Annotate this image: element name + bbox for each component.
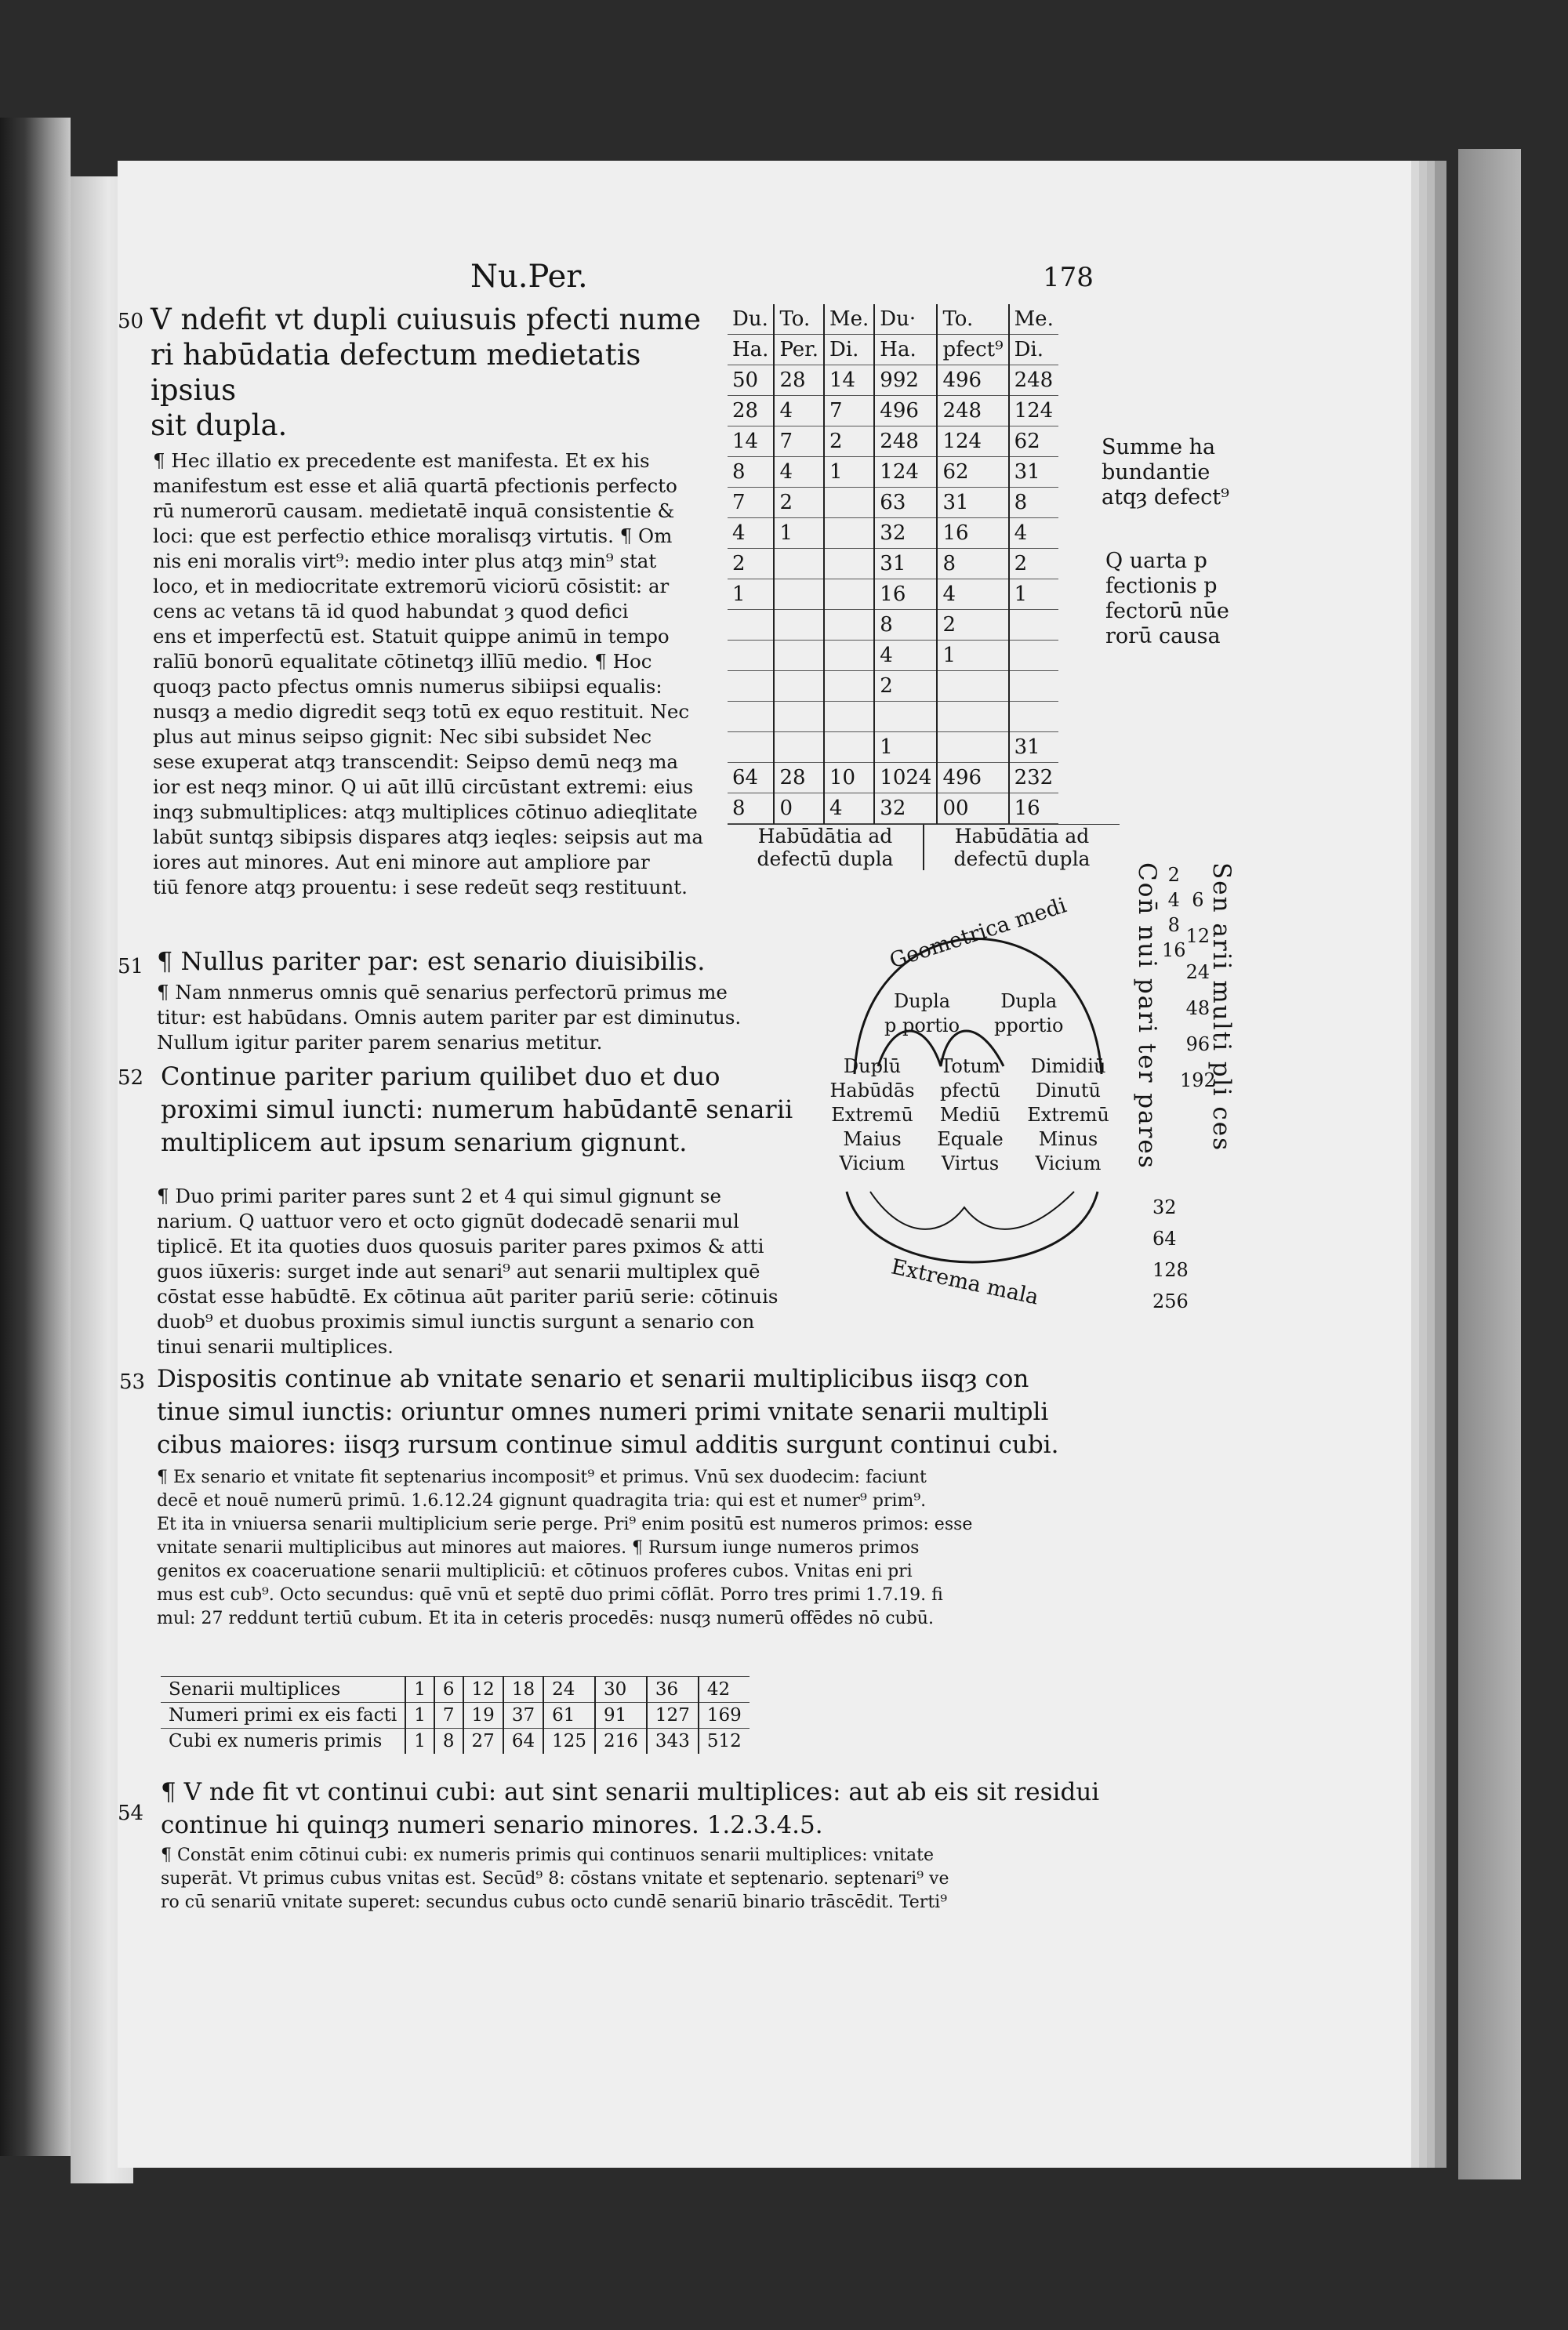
commentary-text: ¶ Duo primi pariter pares sunt 2 et 4 qui simul gignunt se narium. Q uattuor vero et octo gignūt dodecadē senarii mul tiplicē. Et ita quoties duos quosuis pariter pares pximos & atti guos iūxeris: surget inde aut senari⁹ aut senarii multiplex quē cōstat esse habūdtē. Ex cōtinua aūt pariter pariū serie: cōtinuis duob⁹ et duobus proximis simul iunctis surgunt a senario con tinui senarii multiplices. <box>157 1185 779 1358</box>
table-cell: 4 <box>774 457 824 488</box>
table-cell: 14 <box>824 365 874 396</box>
table-cell: 8 <box>1009 488 1058 518</box>
vertical-note-pariter: Con̄ nui pari ter pares <box>1133 862 1161 1170</box>
table-footer: Habūdātia ad defectū dupla Habūdātia ad defectū dupla <box>728 824 1120 870</box>
vertical-note-senarii: Sen arii multi pli ces <box>1207 862 1236 1152</box>
table-cell <box>728 610 774 641</box>
table-cell: 7 <box>728 488 774 518</box>
table-cell <box>774 579 824 610</box>
table-cell: 0 <box>774 793 824 824</box>
table-cell <box>824 702 874 732</box>
table-row <box>728 610 1058 641</box>
table-row <box>728 732 1058 763</box>
number-column-pariter: 2 4 8 16 <box>1162 864 1186 961</box>
diagram-label-left: Dupla p portio <box>884 990 960 1036</box>
table-cell: 16 <box>937 518 1008 549</box>
table-cell: 63 <box>874 488 937 518</box>
running-title: Nu.Per. <box>470 259 588 295</box>
table-cell <box>824 610 874 641</box>
table-cell <box>937 671 1008 702</box>
table-cell: 496 <box>937 365 1008 396</box>
table-cell: 4 <box>874 641 937 671</box>
table-cell: 32 <box>874 518 937 549</box>
page-number: 178 <box>1043 262 1094 293</box>
cubes-table <box>161 1676 750 1754</box>
section-number: 50 <box>118 310 144 333</box>
table-cell: 4 <box>937 579 1008 610</box>
table-cell: 14 <box>728 426 774 457</box>
book-board <box>1458 149 1521 2179</box>
table-row <box>728 426 1058 457</box>
table-cell: 1 <box>1009 579 1058 610</box>
commentary-text: ¶ Hec illatio ex precedente est manifesta. Et ex his manifestum est esse et aliā quartā pfectionis perfecto rū numerorū causam. medietatē inquā consistentie & loci: que est perfectio ethice moralisqȝ virtutis. ¶ Om nis eni moralis virt⁹: medio inter plus atqȝ min⁹ stat loco, et in mediocritate extremorū viciorū cōsistit: ar cens ac vetans tā id quod habundat ȝ quod defici ens et imperfectū est. Statuit quippe animū in tempo ralīū bonorū equalitate cōtinetqȝ illīū medio. ¶ Hoc quoqȝ pacto pfectus omnis numerus sibiipsi equalis: nusqȝ a medio digredit seqȝ totū ex equo restituit. Nec plus aut minus seipso gignit: Nec sibi subsidet Nec sese exuperat atqȝ transcendit: Seipso demū neqȝ ma ior est neqȝ minor. Q ui aūt illū circūstant extremi: eius inqȝ submultiplices: atqȝ multiplices cōtinuo adieqlitate labūt suntqȝ sibipsis dispares atqȝ ieqles: seipsis aut ma iores aut minores. Aut eni minore aut ampliore par tiū fenore atqȝ prouentu: i sese redeūt seqȝ restituunt. <box>153 449 703 898</box>
table-cell: 2 <box>874 671 937 702</box>
number-column-senarii: 6 12 24 48 96 192 <box>1180 889 1216 1091</box>
table-cell: 1 <box>824 457 874 488</box>
table-cell: 8 <box>728 793 774 824</box>
table-cell: 248 <box>1009 365 1058 396</box>
table-cell <box>1009 702 1058 732</box>
section-heading: Dispositis continue ab vnitate senario et senarii multiplicibus iisqȝ con tinue simul iunctis: oriuntur omnes numeri primi vnitate senarii multipli cibus maiores: iisqȝ rursum continue simul additis surgunt continui cubi. <box>157 1365 1059 1459</box>
table-cell <box>824 549 874 579</box>
side-note-summa: Summe ha bundantie atqȝ defect⁹ <box>1102 435 1229 510</box>
table-cell: 31 <box>1009 457 1058 488</box>
table-row <box>728 549 1058 579</box>
section-number: 51 <box>118 955 144 978</box>
table-cell <box>937 702 1008 732</box>
table-cell: 7 <box>824 396 874 426</box>
table-cell: 8 <box>874 610 937 641</box>
table-row <box>728 396 1058 426</box>
table-cell: 32 <box>874 793 937 824</box>
section-number: 54 <box>118 1802 144 1825</box>
table-cell: 2 <box>1009 549 1058 579</box>
table-cell: 232 <box>1009 763 1058 793</box>
table-cell: 2 <box>824 426 874 457</box>
diagram-column-left: Duplū Habūdās Extremū Maius Vicium <box>829 1055 915 1174</box>
table-cell <box>824 518 874 549</box>
table-cell: 4 <box>824 793 874 824</box>
table-cell: 2 <box>774 488 824 518</box>
table-cell <box>774 610 824 641</box>
table-cell: 16 <box>1009 793 1058 824</box>
diagram-label-top: Geometrica medi <box>886 893 1070 974</box>
diagram-label-bottom: Extrema mala <box>888 1254 1041 1310</box>
table-cell: 1024 <box>874 763 937 793</box>
side-note-quarta: Q uarta p fectionis p fectorū nūe rorū causa <box>1105 549 1229 648</box>
table-cell: 8 <box>937 549 1008 579</box>
table-cell: 496 <box>937 763 1008 793</box>
table-cell: 2 <box>728 549 774 579</box>
table-row: Senarii multiplices 1 6 12 18 24 30 36 42 <box>161 1677 750 1703</box>
table-cell: 124 <box>874 457 937 488</box>
book-spine <box>0 118 71 2156</box>
table-cell <box>1009 610 1058 641</box>
perfect-numbers-table <box>728 304 1120 870</box>
table-cell: 64 <box>728 763 774 793</box>
table-row <box>728 365 1058 396</box>
table-cell <box>774 702 824 732</box>
table-row: Numeri primi ex eis facti 1 7 19 37 61 91 127 169 <box>161 1703 750 1729</box>
table-cell <box>824 488 874 518</box>
table-cell: 1 <box>874 732 937 763</box>
table-cell: 2 <box>937 610 1008 641</box>
table-header-row: Ha. Per. Di. Ha. pfect⁹ Di. <box>728 335 1058 365</box>
table-cell: 1 <box>937 641 1008 671</box>
table-cell: 50 <box>728 365 774 396</box>
table-row <box>728 518 1058 549</box>
section-number: 52 <box>118 1066 144 1090</box>
number-column-pariter-lower: 32 64 128 256 <box>1152 1196 1189 1312</box>
table-row <box>728 641 1058 671</box>
table-cell <box>824 732 874 763</box>
table-row <box>728 763 1058 793</box>
table-cell <box>824 641 874 671</box>
table-cell: 00 <box>937 793 1008 824</box>
table-cell: 62 <box>937 457 1008 488</box>
diagram-arc-bottom <box>847 1192 1098 1262</box>
table-cell: 248 <box>937 396 1008 426</box>
commentary-text: ¶ Ex senario et vnitate fit septenarius incomposit⁹ et primus. Vnū sex duodecim: faciunt decē et nouē numerū primū. 1.6.12.24 gignunt quadragita tria: qui est et numer⁹ prim⁹. Et ita in vniuersa senarii multiplicium serie perge. Pri⁹ enim positū est numeros primos: esse vnitate senarii multiplicibus aut minores aut maiores. ¶ Rursum iunge numeros primos genitos ex coaceruatione senarii multipliciū: et cōtinuos proferes cubos. Vnitas eni pri mus est cub⁹. Octo secundus: quē vnū et septē duo primi cōflāt. Porro tres primi 1.7.19. fi mul: 27 reddunt tertiū cubum. Et ita in ceteris procedēs: nusqȝ numerū offēdes nō cubū. <box>157 1468 973 1628</box>
table-cell: 16 <box>874 579 937 610</box>
table-cell <box>728 671 774 702</box>
diagram-column-right: Dimidiū Dinutū Extremū Minus Vicium <box>1027 1055 1109 1174</box>
table-cell: 4 <box>728 518 774 549</box>
table-cell <box>824 671 874 702</box>
table-cell: 992 <box>874 365 937 396</box>
table-cell <box>728 641 774 671</box>
table-cell <box>874 702 937 732</box>
table-cell: 62 <box>1009 426 1058 457</box>
table-cell: 31 <box>937 488 1008 518</box>
table-cell <box>1009 641 1058 671</box>
table-cell: 7 <box>774 426 824 457</box>
commentary-text: ¶ Constāt enim cōtinui cubi: ex numeris primis qui continuos senarii multiplices: vnitate superāt. Vt primus cubus vnitas est. Secūd⁹ 8: cōstans vnitate et septenario. septenari⁹ ve ro cū senariū vnitate superet: secundus cubus octo cundē senariū binario trāscēdit. Terti⁹ <box>161 1845 949 1912</box>
table-cell <box>728 702 774 732</box>
table-cell: 8 <box>728 457 774 488</box>
table-cell <box>728 732 774 763</box>
table-cell <box>937 732 1008 763</box>
table-row <box>728 793 1058 824</box>
diagram-lower-lobes <box>870 1192 1074 1229</box>
table-cell: 248 <box>874 426 937 457</box>
table-row <box>728 671 1058 702</box>
table-cell <box>774 549 824 579</box>
table-cell <box>774 641 824 671</box>
table-header-row: Du. To. Me. Du· To. Me. <box>728 304 1058 335</box>
table-cell: 4 <box>1009 518 1058 549</box>
table-cell: 124 <box>937 426 1008 457</box>
table-row <box>728 702 1058 732</box>
table-cell: 28 <box>728 396 774 426</box>
table-row <box>728 457 1058 488</box>
table-cell <box>1009 671 1058 702</box>
diagram-label-right: Dupla pportio <box>994 990 1064 1036</box>
table-cell: 124 <box>1009 396 1058 426</box>
table-row: Cubi ex numeris primis 1 8 27 64 125 216 343 512 <box>161 1729 750 1755</box>
section-number: 53 <box>119 1370 146 1394</box>
table-cell <box>774 732 824 763</box>
table-cell <box>774 671 824 702</box>
table-cell: 496 <box>874 396 937 426</box>
table-cell: 28 <box>774 365 824 396</box>
table-row <box>728 579 1058 610</box>
table-cell: 4 <box>774 396 824 426</box>
table-row <box>728 488 1058 518</box>
section-heading: ¶ Nullus pariter par: est senario diuisibilis. <box>157 946 706 976</box>
diagram-column-middle: Totum pfectū Mediū Equale Virtus <box>937 1055 1004 1174</box>
table-cell: 31 <box>874 549 937 579</box>
commentary-text: ¶ Nam nnmerus omnis quē senarius perfectorū primus me titur: est habūdans. Omnis autem pariter par est diminutus. Nullum igitur pariter parem senarius metitur. <box>157 981 742 1054</box>
section-heading: V ndefit vt dupli cuiusuis pfecti nume ri habūdatia defectum medietatis ipsius sit dupla. <box>151 303 702 442</box>
table-cell: 10 <box>824 763 874 793</box>
table-cell: 1 <box>774 518 824 549</box>
table-cell <box>824 579 874 610</box>
section-heading: ¶ V nde fit vt continui cubi: aut sint senarii multiplices: aut ab eis sit residui continue hi quinqȝ numeri senario minores. 1.2.3.4.5. <box>161 1778 1100 1839</box>
table-cell: 1 <box>728 579 774 610</box>
table-cell: 28 <box>774 763 824 793</box>
table-cell: 31 <box>1009 732 1058 763</box>
section-heading: Continue pariter parium quilibet duo et duo proximi simul iuncti: numerum habūdantē senarii multiplicem aut ipsum senarium gignunt. <box>161 1062 793 1157</box>
